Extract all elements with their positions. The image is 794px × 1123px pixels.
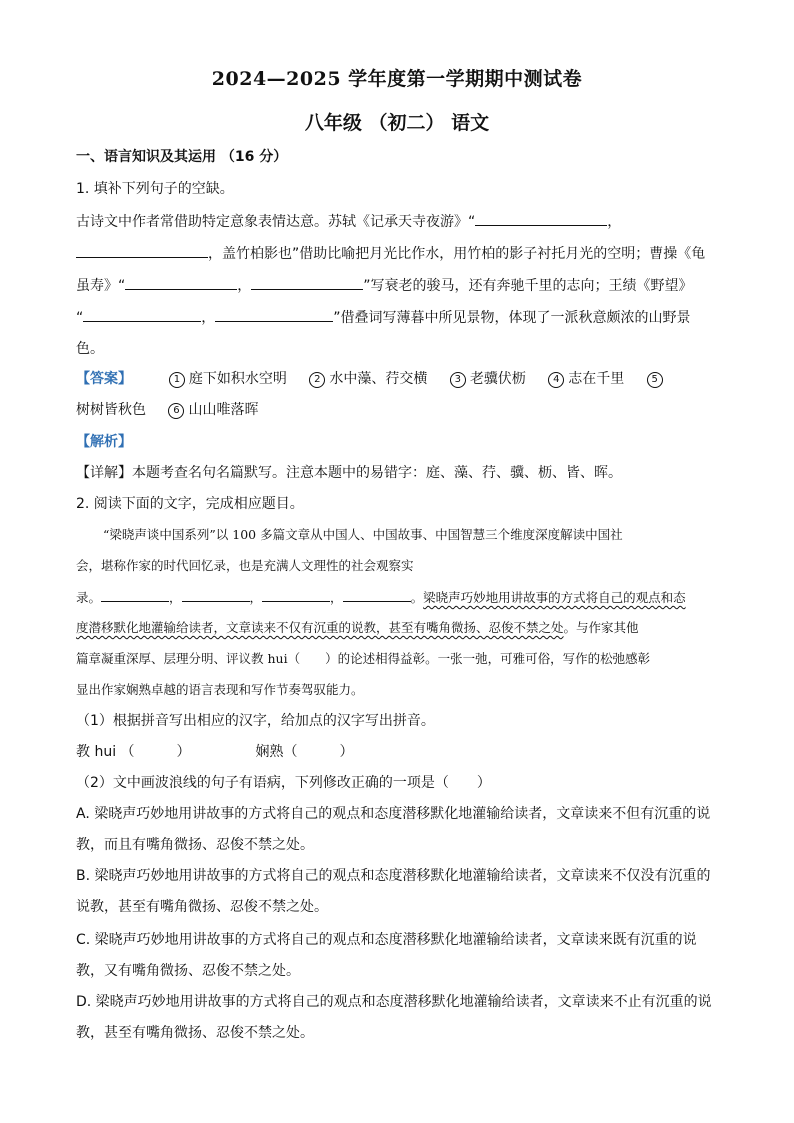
option-c-line-2[interactable]: 教，又有嘴角微扬、忍俊不禁之处。 <box>76 963 300 979</box>
q1-text: ”借叠词写薄暮中所见景物，体现了一派秋意颇浓的山野景 <box>333 310 691 326</box>
q1-line-5: 色。 <box>76 341 104 357</box>
passage-line-1: “梁晓声谈中国系列”以 100 多篇文章从中国人、中国故事、中国智慧三个维度深度解读中国社 <box>103 527 623 542</box>
passage-text: 。 <box>410 590 424 605</box>
sub-question-1: （1）根据拼音写出相应的汉字，给加点的汉字写出拼音。 <box>76 713 435 729</box>
passage-line-4 <box>76 618 639 638</box>
passage-line-6: 显出作家娴熟卓越的语言表现和写作节奏驾驭能力。 <box>76 682 364 697</box>
exam-subtitle: 八年级 （初二） 语文 <box>304 112 490 134</box>
circled-number: 2 <box>309 372 325 388</box>
passage-text: ， <box>330 590 343 605</box>
fill-blank[interactable] <box>215 307 333 322</box>
fill-blank[interactable] <box>101 587 169 602</box>
passage-text: ， <box>249 590 263 605</box>
circled-number: 1 <box>169 372 185 388</box>
answer-field-xianshu[interactable]: 娴熟（ ） <box>255 744 354 760</box>
q1-text: ”写衰老的骏马，还有奔驰千里的志向；王绩《野望》 <box>363 278 693 294</box>
q1-text: ， <box>237 278 252 294</box>
option-d-line-1[interactable]: D. 梁晓声巧妙地用讲故事的方式将自己的观点和态度潜移默化地灌输给读者，文章读来不止有沉重的说 <box>76 994 712 1010</box>
sub-question-1-answers <box>76 742 353 762</box>
passage-text: 录。 <box>76 590 102 605</box>
option-c-line-1[interactable]: C. 梁晓声巧妙地用讲故事的方式将自己的观点和态度潜移默化地灌输给读者，文章读来既有沉重的说 <box>76 932 697 948</box>
fill-blank[interactable] <box>262 587 330 602</box>
option-b-line-1[interactable]: B. 梁晓声巧妙地用讲故事的方式将自己的观点和态度潜移默化地灌输给读者，文章读来不仅没有沉重的 <box>76 868 711 884</box>
answer-field-hui[interactable]: 教 hui （ ） <box>76 744 191 760</box>
circled-number: 5 <box>647 372 663 388</box>
option-a-line-2[interactable]: 教，而且有嘴角微扬、忍俊不禁之处。 <box>76 837 314 853</box>
fill-blank[interactable] <box>83 307 201 322</box>
q1-line-1 <box>76 211 621 232</box>
q1-prompt: 1. 填补下列句子的空缺。 <box>76 181 234 197</box>
option-d-line-2[interactable]: 教，甚至有嘴角微扬、忍俊不禁之处。 <box>76 1025 314 1041</box>
q1-line-2 <box>76 243 705 264</box>
fill-blank[interactable] <box>182 587 250 602</box>
passage-line-3 <box>76 587 686 608</box>
sub-question-2: （2）文中画波浪线的句子有语病，下列修改正确的一项是（ ） <box>76 775 491 791</box>
fill-blank[interactable] <box>76 243 208 258</box>
answer-item <box>168 402 258 418</box>
answer-row-1 <box>76 369 667 389</box>
answer-text: 树树皆秋色 <box>76 402 146 418</box>
fill-blank[interactable] <box>125 275 237 290</box>
q1-text: “ <box>76 310 84 326</box>
answer-item <box>169 371 287 387</box>
answer-text: 老骥伏枥 <box>469 371 526 387</box>
q2-prompt: 2. 阅读下面的文字，完成相应题目。 <box>76 496 304 512</box>
circled-number: 4 <box>548 372 564 388</box>
q1-line-4 <box>76 307 691 328</box>
analysis-tag: 【解析】 <box>76 434 132 450</box>
q1-text: 古诗文中作者常借助特定意象表情达意。苏轼《记承天寺夜游》“ <box>76 214 476 230</box>
answer-item <box>309 371 427 387</box>
q1-text: ， <box>201 310 216 326</box>
section-heading: 一、语言知识及其运用 （16 分） <box>76 149 288 165</box>
option-b-line-2[interactable]: 说教，甚至有嘴角微扬、忍俊不禁之处。 <box>76 899 328 915</box>
wavy-underlined-sentence: 度潜移默化地灌输给读者，文章读来不仅有沉重的说教，甚至有嘴角微扬、忍俊不禁之处 <box>76 620 564 635</box>
answer-text: 山山唯落晖 <box>188 402 259 418</box>
passage-line-2: 会，堪称作家的时代回忆录，也是充满人文理性的社会观察实 <box>76 558 414 573</box>
answer-row-2 <box>76 400 258 420</box>
fill-blank[interactable] <box>343 587 411 602</box>
option-a-line-1[interactable]: A. 梁晓声巧妙地用讲故事的方式将自己的观点和态度潜移默化地灌输给读者，文章读来不但有沉重的说 <box>76 806 711 822</box>
q1-text: 虽寿》“ <box>76 278 126 294</box>
passage-text: ， <box>169 590 182 605</box>
fill-blank[interactable] <box>475 211 607 226</box>
q1-line-3 <box>76 275 693 296</box>
answer-text: 庭下如积水空明 <box>188 371 287 387</box>
answer-item <box>548 371 624 387</box>
passage-text: 。与作家其他 <box>563 620 639 635</box>
fill-blank[interactable] <box>251 275 363 290</box>
wavy-underlined-sentence: 梁晓声巧妙地用讲故事的方式将自己的观点和态 <box>423 590 686 605</box>
circled-number: 6 <box>168 403 184 419</box>
detail-body: 【详解】本题考查名句名篇默写。注意本题中的易错字：庭、藻、荇、骥、枥、皆、晖。 <box>76 465 622 481</box>
passage-line-5: 篇章凝重深厚、层理分明、评议教 hui（ ）的论述相得益彰。一张一弛，可雅可俗，写作的松弛感彰 <box>76 651 651 666</box>
circled-number: 3 <box>450 372 466 388</box>
q1-text: ，盖竹柏影也”借助比喻把月光比作水，用竹柏的影子衬托月光的空明；曹操《龟 <box>208 246 706 262</box>
answer-item <box>450 371 526 387</box>
detail-text <box>76 463 622 483</box>
answer-item <box>647 371 667 387</box>
q1-text: ， <box>607 214 622 230</box>
answer-tag: 【答案】 <box>76 371 132 387</box>
exam-title: 2024—2025 学年度第一学期期中测试卷 <box>211 68 583 90</box>
answer-text: 水中藻、荇交横 <box>329 371 428 387</box>
answer-text: 志在千里 <box>568 371 625 387</box>
